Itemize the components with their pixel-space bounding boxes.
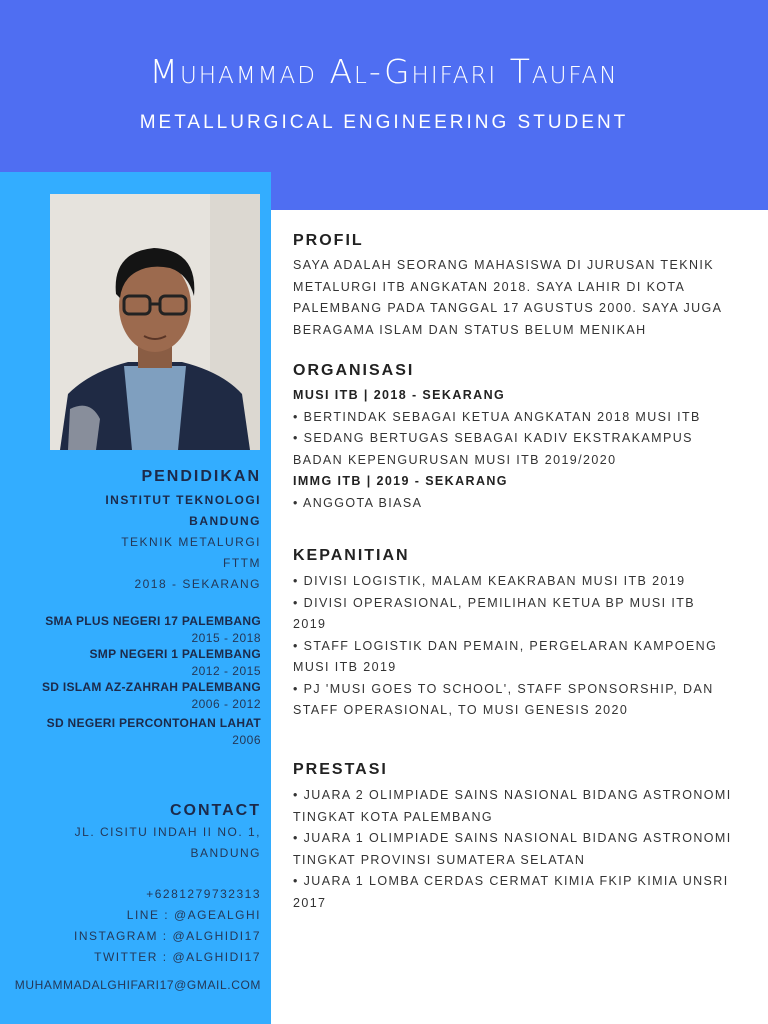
line-id: LINE : @AGEALGHI: [126, 908, 261, 922]
kepanitian-title: KEPANITIAN: [293, 547, 410, 564]
sidebar: [0, 172, 271, 1024]
achievement-line: TINGKAT PROVINSI SUMATERA SELATAN: [293, 852, 586, 867]
organization-item: BADAN KEPENGURUSAN MUSI ITB 2019/2020: [293, 452, 617, 467]
achievement-line: 2017: [293, 895, 327, 910]
school-years: 2015 - 2018: [191, 631, 261, 645]
university-years: 2018 - SEKARANG: [134, 577, 261, 591]
organisasi-body: [293, 385, 763, 514]
organization-item: • ANGGOTA BIASA: [293, 495, 423, 510]
school-years: 2012 - 2015: [191, 664, 261, 678]
prestasi-title: PRESTASI: [293, 761, 388, 778]
organisasi-title: ORGANISASI: [293, 362, 415, 379]
contact-section: [0, 802, 261, 996]
school-years: 2006: [232, 733, 261, 747]
school-name: SD ISLAM AZ-ZAHRAH PALEMBANG: [41, 680, 261, 694]
committee-line: • DIVISI OPERASIONAL, PEMILIHAN KETUA BP MUSI ITB: [293, 595, 695, 610]
achievement-line: • JUARA 1 OLIMPIADE SAINS NASIONAL BIDANG ASTRONOMI: [293, 831, 732, 845]
profil-body: [293, 255, 763, 341]
committee-line: • DIVISI LOGISTIK, MALAM KEAKRABAN MUSI ITB 2019: [293, 574, 686, 588]
education-title: PENDIDIKAN: [141, 468, 261, 485]
contact-title: CONTACT: [169, 802, 261, 819]
committee-line: • PJ 'MUSI GOES TO SCHOOL', STAFF SPONSORSHIP, DAN: [293, 681, 714, 696]
committee-line: 2019: [293, 617, 327, 631]
address-line2: BANDUNG: [190, 846, 261, 860]
school-years: 2006 - 2012: [191, 697, 261, 711]
school-name: SMA PLUS NEGERI 17 PALEMBANG: [45, 614, 261, 628]
organization-item: • BERTINDAK SEBAGAI KETUA ANGKATAN 2018 MUSI ITB: [293, 409, 701, 424]
address-line1: JL. CISITU INDAH II NO. 1,: [74, 825, 261, 839]
school-name: SD NEGERI PERCONTOHAN LAHAT: [46, 716, 261, 730]
achievement-line: TINGKAT KOTA PALEMBANG: [293, 809, 494, 824]
achievement-line: • JUARA 2 OLIMPIADE SAINS NASIONAL BIDANG ASTRONOMI: [293, 788, 732, 802]
profil-line: SAYA ADALAH SEORANG MAHASISWA DI JURUSAN TEKNIK: [293, 258, 714, 272]
major: TEKNIK METALURGI: [121, 535, 261, 549]
twitter-handle: TWITTER : @ALGHIDI17: [94, 950, 261, 964]
instagram-handle: INSTAGRAM : @ALGHIDI17: [74, 929, 261, 943]
organization-name: IMMG ITB | 2019 - SEKARANG: [293, 474, 508, 488]
faculty: FTTM: [223, 556, 261, 570]
committee-line: MUSI ITB 2019: [293, 660, 397, 674]
prestasi-body: [293, 785, 763, 914]
university-name-line1: INSTITUT TEKNOLOGI: [105, 493, 261, 507]
committee-line: STAFF OPERASIONAL, TO MUSI GENESIS 2020: [293, 703, 629, 717]
job-title: METALLURGICAL ENGINEERING STUDENT: [139, 112, 629, 133]
organization-name: MUSI ITB | 2018 - SEKARANG: [293, 388, 506, 402]
education-section: [11, 468, 261, 748]
page-title: Muhammad Al-Ghifari Taufan: [149, 52, 619, 91]
person-portrait-icon: [50, 194, 260, 450]
profil-title: PROFIL: [293, 232, 364, 249]
profil-line: METALURGI ITB ANGKATAN 2018. SAYA LAHIR DI KOTA: [293, 279, 686, 294]
phone-number: +6281279732313: [146, 887, 261, 901]
profil-line: PALEMBANG PADA TANGGAL 17 AGUSTUS 2000. SAYA JUGA: [293, 301, 723, 315]
kepanitian-body: [293, 571, 763, 722]
profile-photo: [50, 194, 260, 450]
achievement-line: • JUARA 1 LOMBA CERDAS CERMAT KIMIA FKIP KIMIA UNSRI: [293, 874, 729, 888]
university-name-line2: BANDUNG: [189, 514, 261, 528]
profil-line: BERAGAMA ISLAM DAN STATUS BELUM MENIKAH: [293, 322, 647, 337]
committee-line: • STAFF LOGISTIK DAN PEMAIN, PERGELARAN KAMPOENG: [293, 638, 718, 653]
school-name: SMP NEGERI 1 PALEMBANG: [89, 647, 261, 661]
organization-item: • SEDANG BERTUGAS SEBAGAI KADIV EKSTRAKAMPUS: [293, 431, 693, 445]
email-address: MUHAMMADALGHIFARI17@GMAIL.COM: [14, 978, 261, 992]
